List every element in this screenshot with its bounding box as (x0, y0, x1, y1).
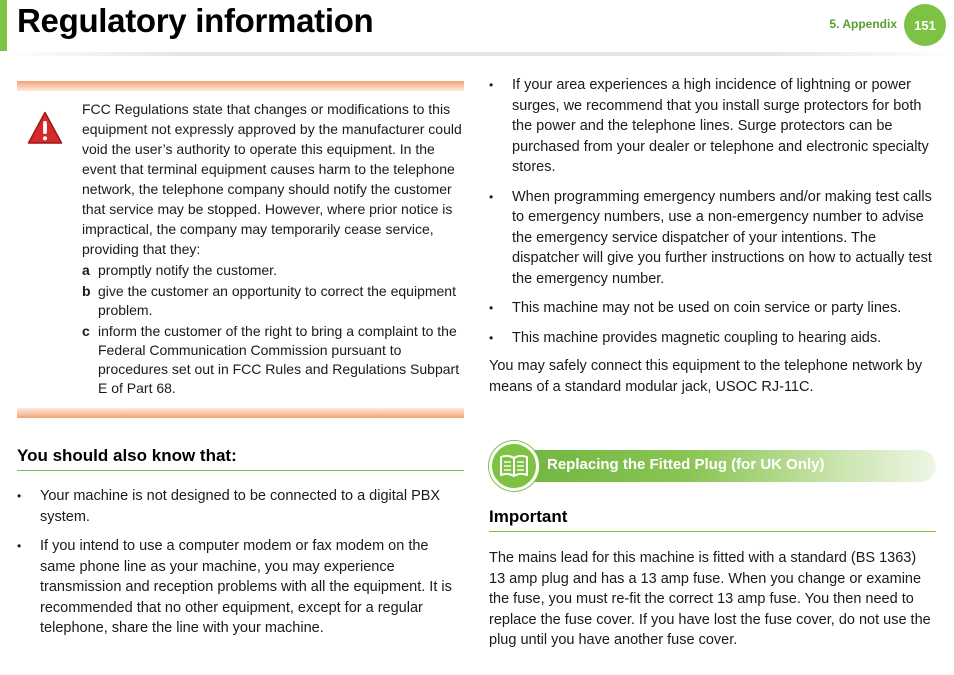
section-heading-know: You should also know that: (17, 446, 464, 471)
warning-content (17, 91, 464, 408)
page-number-badge: 151 (904, 4, 946, 46)
list-item (17, 486, 464, 527)
warning-triangle-icon (27, 111, 63, 145)
list-item (489, 187, 936, 290)
chapter-label: 5. Appendix (829, 17, 897, 31)
header-accent-bar (0, 0, 7, 51)
uk-plug-section-title: Replacing the Fitted Plug (for UK Only) (547, 456, 825, 473)
list-marker: b (82, 283, 91, 299)
list-item-text: This machine provides magnetic coupling to hearing aids. (512, 329, 882, 346)
book-icon-glyph (499, 453, 529, 479)
warning-conditions-list (82, 261, 464, 398)
warning-top-bar (17, 81, 464, 91)
list-item (82, 322, 464, 398)
left-column (17, 81, 464, 648)
bullet-icon: • (489, 330, 494, 345)
list-item (17, 536, 464, 639)
list-item-text: inform the customer of the right to bring a complaint to the Federal Communication Commission pursuant to procedures set out in FCC Rules and Regulations Subpart E of Part 68. (98, 323, 460, 396)
bullet-icon: • (489, 189, 494, 204)
list-marker: a (82, 262, 90, 278)
warning-bottom-bar (17, 408, 464, 418)
list-item (82, 282, 464, 320)
list-item-text: When programming emergency numbers and/or making test calls to emergency numbers, use a non-emergency number to advise the emergency service dispatcher of your intentions. The dispatcher will give you further instructions on how to actually test the emergency number. (512, 188, 932, 287)
uk-plug-section-bar (489, 450, 936, 482)
page-title: Regulatory information (17, 2, 374, 39)
uk-plug-paragraph: The mains lead for this machine is fitted with a standard (BS 1363) 13 amp plug and has a 13 amp fuse. When you change or examine the fuse, you must re-fit the correct 13 amp fuse. You then need to replace the fuse cover. If you have lost the fuse cover, do not use the plug until you have another fuse cover. (489, 550, 931, 648)
bullet-icon: • (17, 539, 22, 553)
warning-box (17, 81, 464, 418)
list-item (489, 298, 936, 319)
right-column (489, 75, 936, 651)
list-item (489, 328, 936, 349)
list-item-text: This machine may not be used on coin service or party lines. (512, 300, 902, 316)
list-item-text: If you intend to use a computer modem or fax modem on the same phone line as your machine, you may experience transmission and reception problems with all the equipment. It is recommended that no other equipment, except for a regular telephone, share the line with your machine. (40, 538, 452, 636)
know-bullet-list (17, 486, 464, 639)
right-bullet-list (489, 75, 936, 348)
bullet-icon: • (489, 301, 494, 315)
list-item-text: promptly notify the customer. (98, 262, 277, 278)
list-item (489, 75, 936, 178)
list-marker: c (82, 323, 90, 339)
list-item-text: If your area experiences a high incidence of lightning or power surges, we recommend that you install surge protectors for both the power and the telephone lines. Surge protectors can be purchased from your dealer or telephone and electronic specialty stores. (512, 77, 929, 175)
warning-text: FCC Regulations state that changes or modifications to this equipment not expressly approved by the manufacturer could void the user’s authority to operate this equipment. In the event that terminal equipment causes harm to the telephone network, the telephone company should notify the customer that service may be stopped. However, where prior notice is impractical, the company may temporarily cease service, providing that they: (82, 101, 462, 257)
list-item-text: give the customer an opportunity to correct the equipment problem. (98, 283, 456, 318)
bullet-icon: • (489, 78, 494, 92)
bullet-icon: • (17, 489, 22, 503)
header-divider (0, 52, 954, 56)
book-icon (489, 441, 539, 491)
list-item (82, 261, 464, 280)
section-heading-important: Important (489, 507, 936, 532)
connection-paragraph: You may safely connect this equipment to the telephone network by means of a standard modular jack, USOC RJ-11C. (489, 358, 923, 395)
list-item-text: Your machine is not designed to be connected to a digital PBX system. (40, 488, 441, 525)
